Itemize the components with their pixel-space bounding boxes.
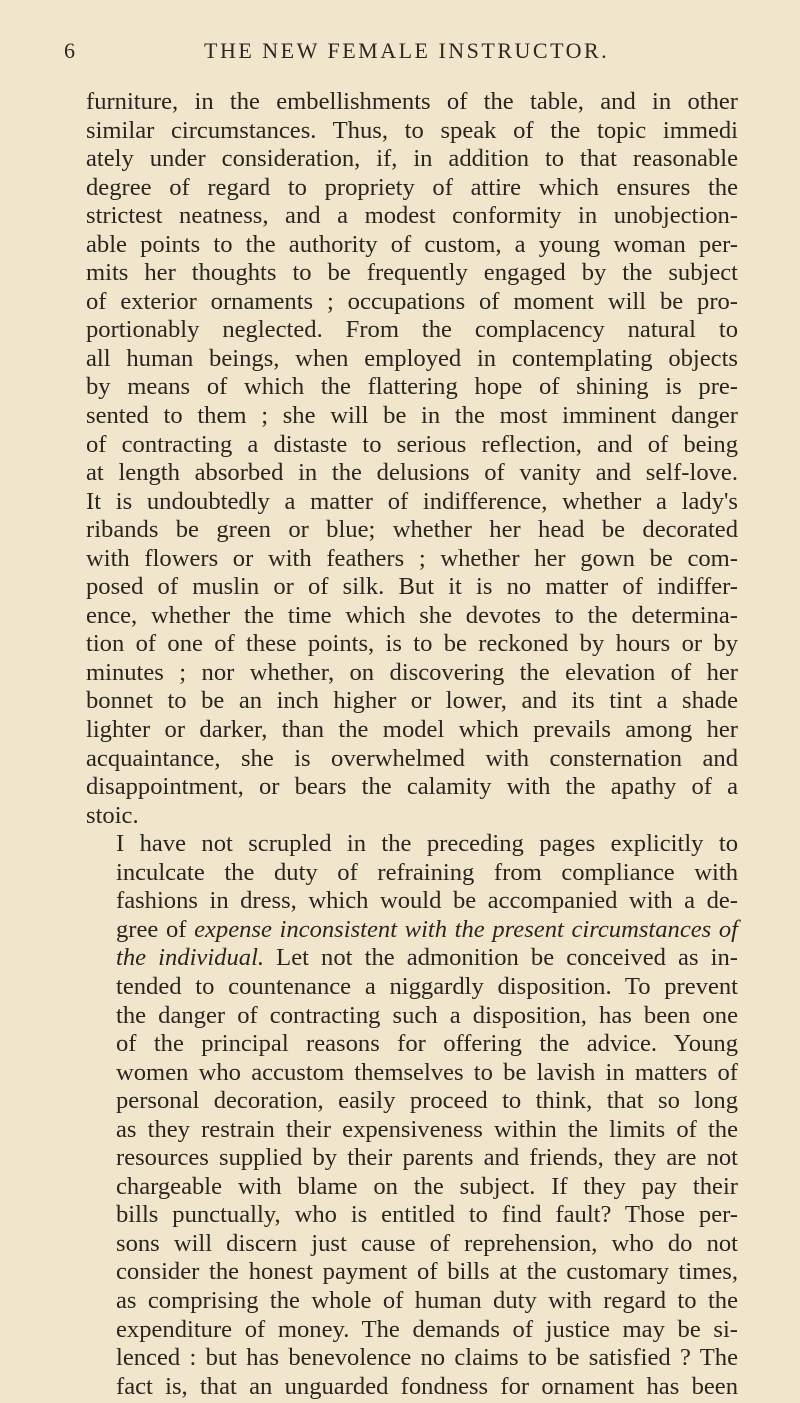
page-number: 6 (64, 38, 78, 63)
text-run: gree of (116, 915, 195, 943)
text-line: by means of which the flattering hope of shining is pre- (86, 373, 738, 401)
text-line: bonnet to be an inch higher or lower, and its tint a shade (86, 687, 738, 715)
text-line: of exterior ornaments ; occupations of moment will be pro- (86, 287, 738, 315)
text-line: minutes ; nor whether, on discovering the elevation of her (86, 658, 738, 686)
text-line: of the principal reasons for offering the advice. Young (116, 1030, 738, 1058)
text-line: tion of one of these points, is to be reckoned by hours or by (86, 630, 738, 658)
italic-phrase: the individual. (116, 944, 265, 972)
text-line: women who accustom themselves to be lavish in matters of (116, 1058, 738, 1086)
text-line: expenditure of money. The demands of justice may be si- (116, 1315, 738, 1343)
text-line: It is undoubtedly a matter of indifference, whether a lady's (86, 487, 738, 515)
text-line: posed of muslin or of silk. But it is no matter of indiffer- (86, 573, 738, 601)
text-line: portionably neglected. From the complacency natural to (86, 316, 738, 344)
text-line: acquaintance, she is overwhelmed with consternation and (86, 744, 738, 772)
text-line: similar circumstances. Thus, to speak of the topic immedi (86, 116, 738, 144)
text-line: consider the honest payment of bills at the customary times, (116, 1258, 738, 1286)
text-line: ribands be green or blue; whether her head be decorated (86, 516, 738, 544)
text-line: with flowers or with feathers ; whether her gown be com- (86, 544, 738, 572)
text-line: bills punctually, who is entitled to find fault? Those per- (116, 1201, 738, 1229)
paragraph-2 (86, 830, 738, 1401)
text-line: resources supplied by their parents and friends, they are not (116, 1144, 738, 1172)
text-line: as comprising the whole of human duty with regard to the (116, 1286, 738, 1314)
text-line: sons will discern just cause of reprehension, who do not (116, 1229, 738, 1257)
text-line: sented to them ; she will be in the most imminent danger (86, 402, 738, 430)
text-line: of contracting a distaste to serious reflection, and of being (86, 430, 738, 458)
text-line: I have not scrupled in the preceding pages explicitly to (116, 830, 738, 858)
text-line: all human beings, when employed in contemplating objects (86, 344, 738, 372)
text-line (86, 916, 738, 945)
text-line: disappointment, or bears the calamity with the apathy of a (86, 773, 738, 801)
running-title: THE NEW FEMALE INSTRUCTOR. (204, 38, 610, 63)
text-line: fashions in dress, which would be accompanied with a de- (116, 887, 738, 915)
text-line: degree of regard to propriety of attire which ensures the (86, 173, 738, 201)
text-line: strictest neatness, and a modest conformity in unobjection- (86, 202, 738, 230)
text-line: mits her thoughts to be frequently engaged by the subject (86, 259, 738, 287)
text-line: ence, whether the time which she devotes to the determina- (86, 601, 738, 629)
running-head (64, 38, 680, 70)
text-line: inculcate the duty of refraining from compliance with (116, 858, 738, 886)
text-line: lighter or darker, than the model which prevails among her (86, 716, 738, 744)
text-line: able points to the authority of custom, a young woman per- (86, 230, 738, 258)
text-line: tended to countenance a niggardly disposition. To prevent (116, 972, 738, 1000)
text-line: at length absorbed in the delusions of vanity and self-love. (86, 459, 738, 487)
paragraph-1 (86, 88, 738, 830)
text-line (86, 944, 738, 973)
text-line: the danger of contracting such a disposition, has been one (116, 1001, 738, 1029)
text-line: lenced : but has benevolence no claims to be satisfied ? The (116, 1344, 738, 1372)
text-line: chargeable with blame on the subject. If they pay their (116, 1172, 738, 1200)
text-line: stoic. (86, 801, 139, 829)
text-line: as they restrain their expensiveness within the limits of the (116, 1115, 738, 1143)
text-line: furniture, in the embellishments of the table, and in other (86, 88, 738, 115)
italic-phrase: expense inconsistent with the present circumstances of (194, 915, 738, 943)
text-line: personal decoration, easily proceed to think, that so long (116, 1087, 738, 1115)
text-line: fact is, that an unguarded fondness for ornament has been (116, 1372, 738, 1400)
body-text (86, 88, 738, 1401)
text-line: ately under consideration, if, in addition to that reasonable (86, 145, 738, 173)
text-run: Let not the admonition be conceived as in- (264, 944, 738, 972)
